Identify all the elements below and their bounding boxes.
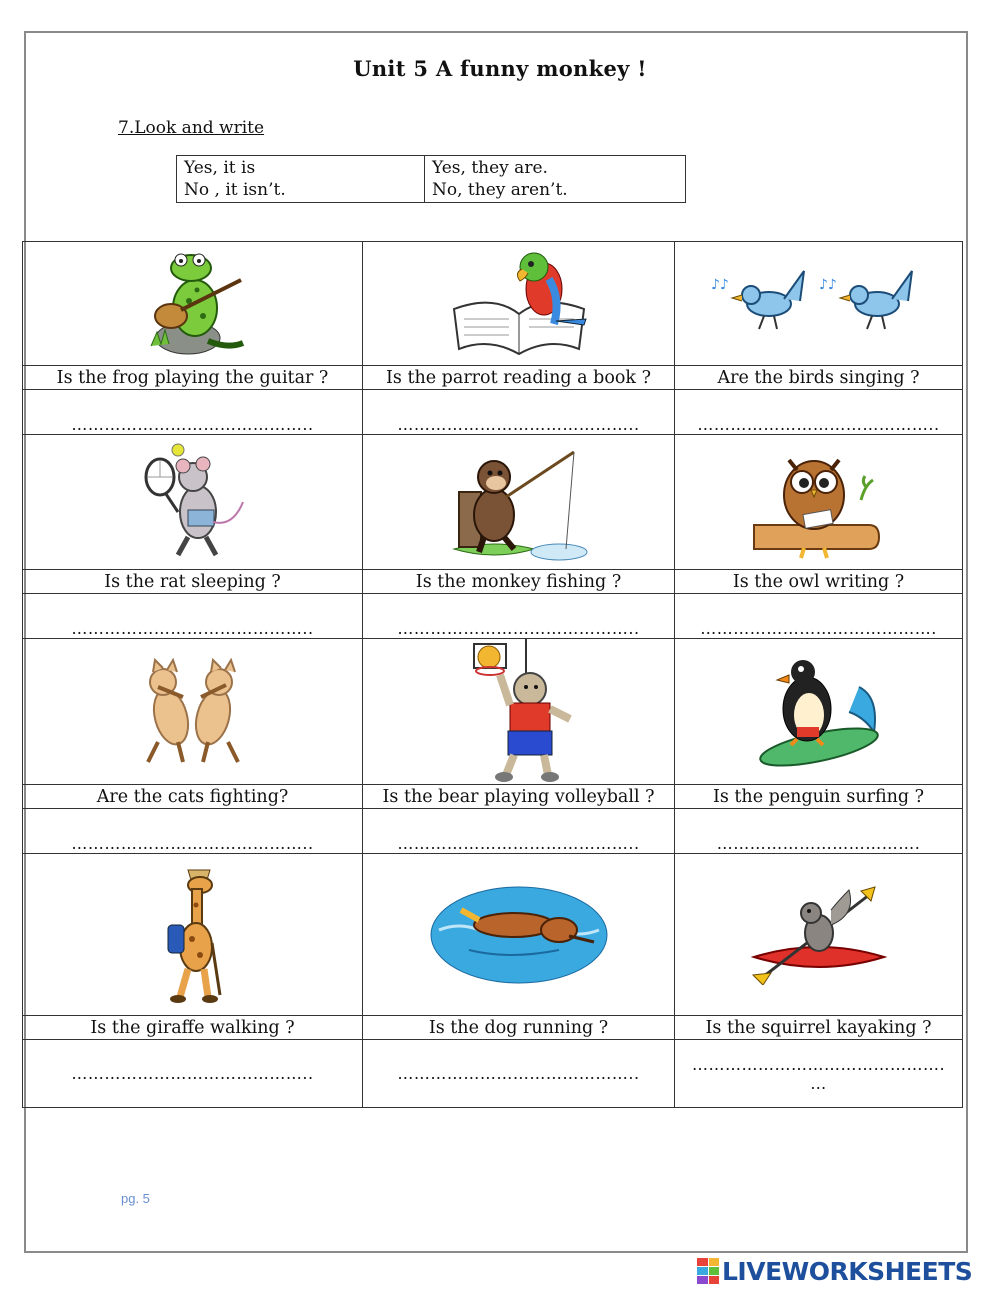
answer-no-it-isnt: No , it isn’t. xyxy=(184,180,286,200)
parrot-picture xyxy=(363,242,675,366)
rat-tennis-icon xyxy=(138,442,248,562)
frog-picture xyxy=(23,242,363,366)
question-bear: Is the bear playing volleyball ? xyxy=(363,785,675,809)
exercise-grid xyxy=(22,241,963,1108)
answer-line-birds[interactable]: …………………………………….. xyxy=(675,390,963,435)
giraffe-walking-icon xyxy=(148,865,238,1005)
answer-line-squirrel[interactable] xyxy=(675,1040,963,1108)
question-parrot: Is the parrot reading a book ? xyxy=(363,366,675,390)
question-giraffe: Is the giraffe walking ? xyxy=(23,1016,363,1040)
question-squirrel: Is the squirrel kayaking ? xyxy=(675,1016,963,1040)
answer-line-owl[interactable]: ……………………………………. xyxy=(675,594,963,639)
bear-basketball-icon xyxy=(454,639,584,784)
birds-picture xyxy=(675,242,963,366)
question-cats: Are the cats fighting? xyxy=(23,785,363,809)
answer-line-monkey[interactable]: …………………………………….. xyxy=(363,594,675,639)
question-dog: Is the dog running ? xyxy=(363,1016,675,1040)
question-monkey: Is the monkey fishing ? xyxy=(363,570,675,594)
answer-line-penguin[interactable]: ………………………………. xyxy=(675,809,963,854)
answer-line-squirrel-dots: ………………………………………. xyxy=(691,1054,946,1074)
answer-line-cats[interactable]: …………………………………….. xyxy=(23,809,363,854)
bear-picture xyxy=(363,639,675,785)
monkey-fishing-icon xyxy=(444,437,594,567)
logo-grid-icon xyxy=(697,1258,719,1284)
giraffe-picture xyxy=(23,854,363,1016)
answer-line-dog[interactable]: …………………………………….. xyxy=(363,1040,675,1108)
exercise-instruction: 7.Look and write xyxy=(118,118,265,138)
cats-fighting-icon xyxy=(133,652,253,772)
answer-options-box xyxy=(176,155,686,203)
squirrel-kayak-icon xyxy=(749,885,889,985)
dog-swimming-icon xyxy=(429,880,609,990)
question-owl: Is the owl writing ? xyxy=(675,570,963,594)
answer-yes-they-are: Yes, they are. xyxy=(432,158,548,178)
answer-line-squirrel-extra: … xyxy=(810,1073,827,1093)
svg-text:♪♪: ♪♪ xyxy=(710,276,729,293)
owl-writing-icon xyxy=(749,440,889,565)
frog-guitar-icon xyxy=(133,246,253,361)
penguin-picture xyxy=(675,639,963,785)
answer-line-parrot[interactable]: …………………………………….. xyxy=(363,390,675,435)
answer-line-rat[interactable]: …………………………………….. xyxy=(23,594,363,639)
answer-line-giraffe[interactable]: …………………………………….. xyxy=(23,1040,363,1108)
question-birds: Are the birds singing ? xyxy=(675,366,963,390)
answer-line-frog[interactable]: …………………………………….. xyxy=(23,390,363,435)
logo-wordmark: LIVEWORKSHEETS xyxy=(722,1256,973,1286)
singing-birds-icon xyxy=(709,259,929,349)
plural-answers xyxy=(425,156,686,203)
page-number: pg. 5 xyxy=(121,1191,150,1206)
question-penguin: Is the penguin surfing ? xyxy=(675,785,963,809)
penguin-surfing-icon xyxy=(749,647,889,777)
rat-picture xyxy=(23,435,363,570)
question-rat: Is the rat sleeping ? xyxy=(23,570,363,594)
dog-picture xyxy=(363,854,675,1016)
liveworksheets-logo xyxy=(697,1256,972,1286)
parrot-book-icon xyxy=(444,249,594,359)
singular-answers xyxy=(177,156,425,203)
cats-picture xyxy=(23,639,363,785)
owl-picture xyxy=(675,435,963,570)
svg-text:♪♪: ♪♪ xyxy=(818,276,837,293)
answer-line-bear[interactable]: …………………………………….. xyxy=(363,809,675,854)
answer-no-they-arent: No, they aren’t. xyxy=(432,180,568,200)
question-frog: Is the frog playing the guitar ? xyxy=(23,366,363,390)
squirrel-picture xyxy=(675,854,963,1016)
answer-yes-it-is: Yes, it is xyxy=(184,158,256,178)
worksheet-title: Unit 5 A funny monkey ! xyxy=(353,56,647,81)
monkey-picture xyxy=(363,435,675,570)
